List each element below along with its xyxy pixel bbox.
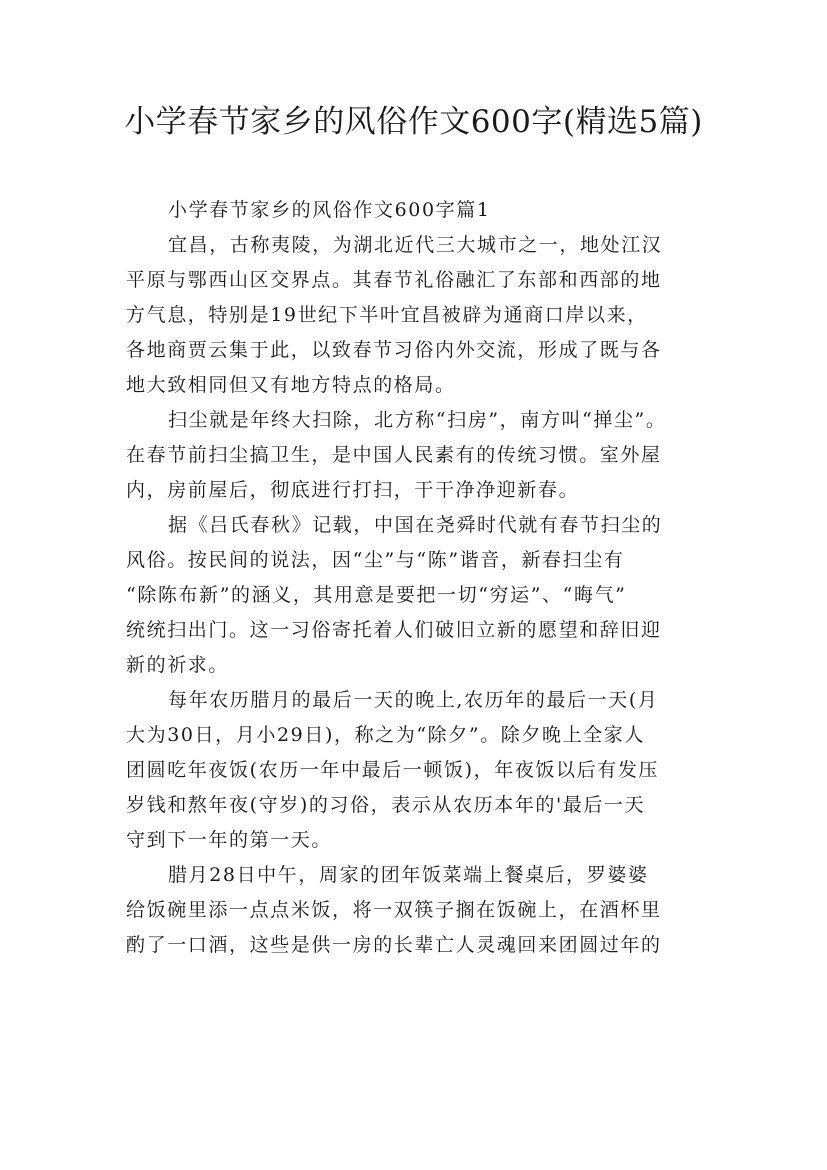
paragraph-line: 团圆吃年夜饭(农历一年中最后一顿饭)，年夜饭以后有发压 <box>126 759 660 781</box>
paragraph-line: 风俗。按民间的说法，因“尘”与“陈”谐音，新春扫尘有 <box>126 549 625 571</box>
paragraph-line: 统统扫出门。这一习俗寄托着人们破旧立新的愿望和辞旧迎 <box>126 619 662 641</box>
paragraph-line: 每年农历腊月的最后一天的晚上,农历年的最后一天(月 <box>168 689 659 711</box>
paragraph-line: 腊月28日中午，周家的团年饭菜端上餐桌后，罗婆婆 <box>168 864 649 886</box>
paragraph-line: 据《吕氏春秋》记载，中国在尧舜时代就有春节扫尘的 <box>168 514 663 536</box>
paragraph-line: 岁钱和熬年夜(守岁)的习俗，表示从农历本年的'最后一天 <box>126 794 646 816</box>
paragraph-line: 扫尘就是年终大扫除，北方称“扫房”，南方叫“掸尘”。 <box>168 409 667 431</box>
paragraph-line: 内，房前屋后，彻底进行打扫，干干净净迎新春。 <box>126 479 580 501</box>
paragraph-line: 新的祈求。 <box>126 654 230 676</box>
paragraph-line: 大为30日，月小29日)，称之为“除夕”。除夕晚上全家人 <box>126 724 645 746</box>
paragraph-line: 平原与鄂西山区交界点。其春节礼俗融汇了东部和西部的地 <box>126 269 662 291</box>
section-heading: 小学春节家乡的风俗作文600字篇1 <box>168 199 491 221</box>
paragraph-line: “除陈布新”的涵义，其用意是要把一切“穷运”、“晦气” <box>126 584 627 606</box>
paragraph-line: 在春节前扫尘搞卫生，是中国人民素有的传统习惯。室外屋 <box>126 444 662 466</box>
paragraph-line: 各地商贾云集于此，以致春节习俗内外交流，形成了既与各 <box>126 339 662 361</box>
paragraph-line: 给饭碗里添一点点米饭，将一双筷子搁在饭碗上，在酒杯里 <box>126 899 662 921</box>
paragraph-line: 守到下一年的第一天。 <box>126 829 333 851</box>
paragraph-line: 宜昌，古称夷陵，为湖北近代三大城市之一，地处江汉 <box>168 234 663 256</box>
paragraph-line: 地大致相同但又有地方特点的格局。 <box>126 374 456 396</box>
document-title: 小学春节家乡的风俗作文600字(精选5篇) <box>124 104 703 140</box>
paragraph-line: 酌了一口酒，这些是供一房的长辈亡人灵魂回来团圆过年的 <box>126 934 662 956</box>
paragraph-line: 方气息，特别是19世纪下半叶宜昌被辟为通商口岸以来， <box>126 304 648 326</box>
document-body <box>126 193 716 963</box>
